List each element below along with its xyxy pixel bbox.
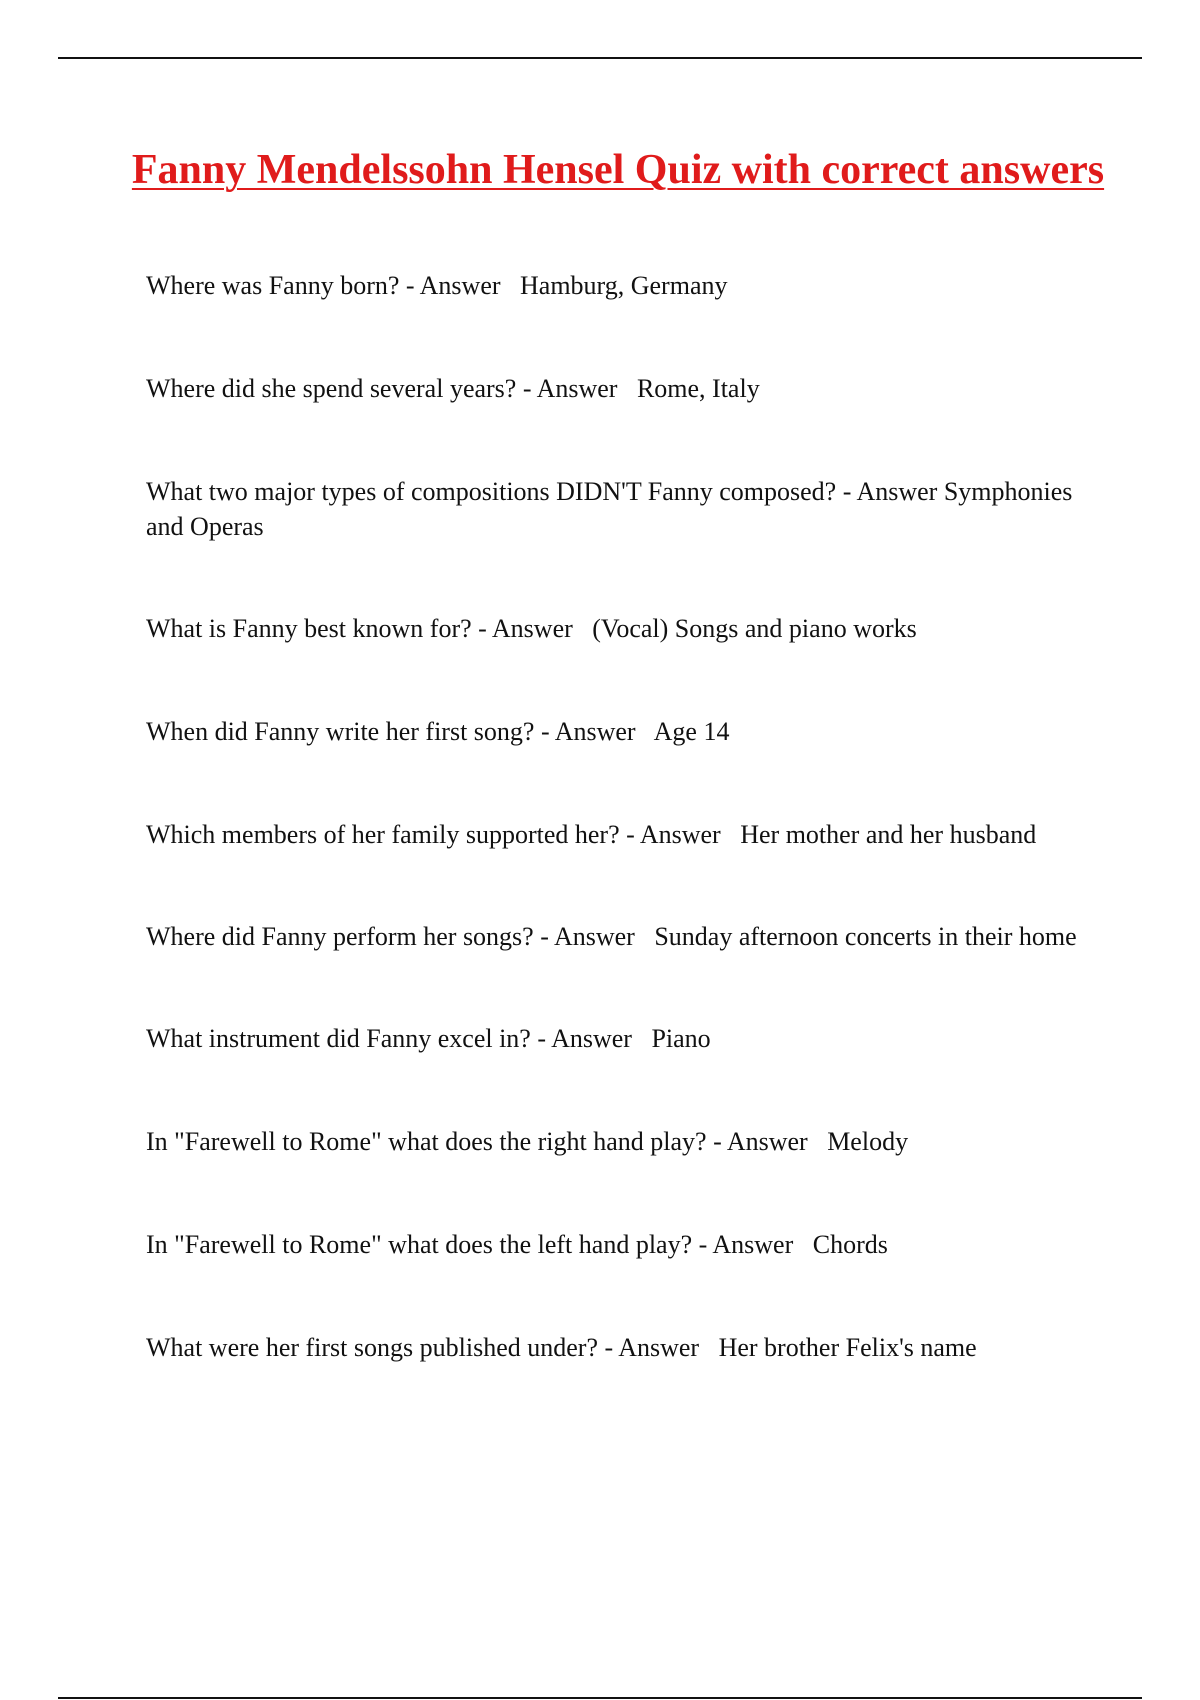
question-text: In "Farewell to Rome" what does the left hand play?	[146, 1230, 693, 1259]
bottom-divider	[58, 1697, 1142, 1699]
quiz-item	[146, 919, 1101, 954]
answer-text: Sunday afternoon concerts in their home	[654, 922, 1077, 951]
answer-label: - Answer	[842, 477, 938, 506]
answer-text: Hamburg, Germany	[520, 271, 728, 300]
question-text: What two major types of compositions DIDN'T Fanny composed?	[146, 477, 837, 506]
answer-label: - Answer	[540, 717, 636, 746]
answer-text: Piano	[651, 1024, 711, 1053]
answer-text: Age 14	[653, 717, 730, 746]
quiz-item	[146, 611, 1101, 646]
question-text: Where did Fanny perform her songs?	[146, 922, 534, 951]
question-text: When did Fanny write her first song?	[146, 717, 535, 746]
quiz-item	[146, 1124, 1101, 1159]
answer-text: Chords	[812, 1230, 888, 1259]
answer-text: Her brother Felix's name	[718, 1333, 977, 1362]
quiz-item	[146, 371, 1101, 406]
answer-label: - Answer	[626, 820, 721, 849]
answer-label: - Answer	[540, 922, 635, 951]
question-text: Where was Fanny born?	[146, 271, 400, 300]
quiz-item	[146, 714, 1101, 749]
answer-label: - Answer	[405, 271, 501, 300]
quiz-item	[146, 1021, 1101, 1056]
quiz-item	[146, 1330, 1101, 1365]
answer-label: - Answer	[604, 1333, 700, 1362]
answer-label: - Answer	[522, 374, 618, 403]
answer-text: Symphonies and Operas	[146, 477, 1073, 541]
question-text: In "Farewell to Rome" what does the right hand play?	[146, 1127, 707, 1156]
quiz-item	[146, 474, 1101, 544]
answer-label: - Answer	[698, 1230, 794, 1259]
question-text: What is Fanny best known for?	[146, 614, 472, 643]
question-text: Where did she spend several years?	[146, 374, 517, 403]
question-text: Which members of her family supported her?	[146, 820, 620, 849]
top-divider	[58, 57, 1142, 59]
answer-label: - Answer	[713, 1127, 808, 1156]
answer-text: Rome, Italy	[636, 374, 760, 403]
answer-text: Melody	[827, 1127, 909, 1156]
question-text: What were her first songs published under?	[146, 1333, 598, 1362]
question-text: What instrument did Fanny excel in?	[146, 1024, 531, 1053]
quiz-list	[146, 268, 1101, 1433]
answer-text: Her mother and her husband	[740, 820, 1037, 849]
quiz-item	[146, 268, 1101, 303]
quiz-item	[146, 1227, 1101, 1262]
quiz-item	[146, 817, 1101, 852]
answer-label: - Answer	[478, 614, 573, 643]
answer-text: (Vocal) Songs and piano works	[592, 614, 917, 643]
page-title: Fanny Mendelssohn Hensel Quiz with correct answers	[131, 147, 1105, 193]
answer-label: - Answer	[537, 1024, 632, 1053]
